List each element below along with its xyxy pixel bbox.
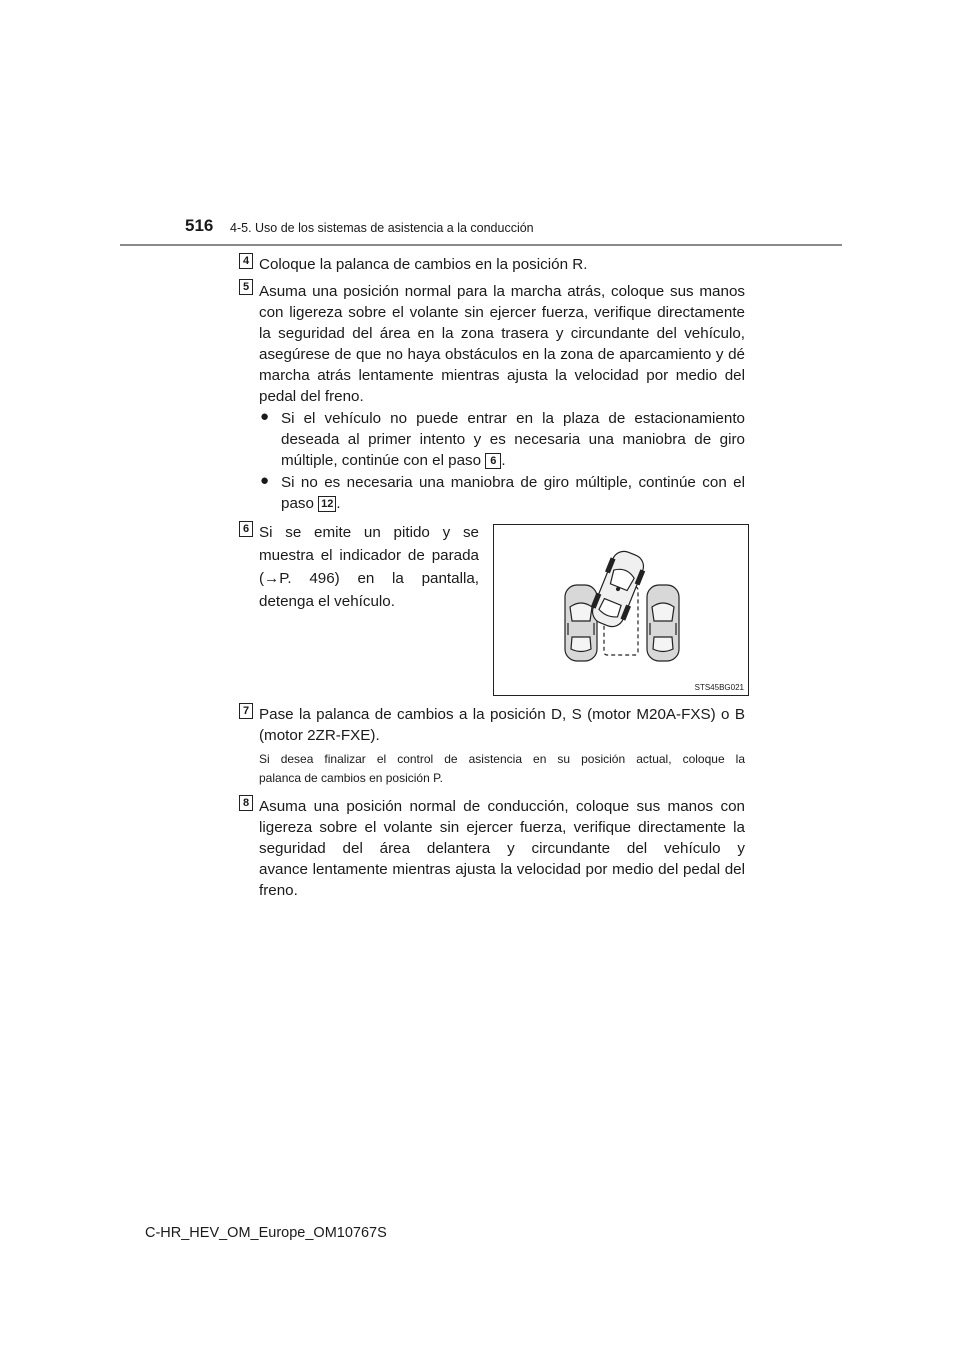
text-line: Pase la palanca de cambios a la posición D, S (motor M20A-FXS) o B — [259, 706, 745, 723]
step-8-text — [259, 796, 745, 901]
text-fragment: paso — [281, 495, 314, 512]
document-id: C-HR_HEV_OM_Europe_OM10767S — [145, 1225, 387, 1241]
parking-maneuver-figure — [493, 524, 749, 696]
text-line: (motor 2ZR-FXE). — [259, 727, 380, 744]
text-line: avance lentamente mientras ajusta la velocidad por medio del pedal del — [259, 861, 745, 878]
text-line: (→P. 496) en la pantalla, — [259, 570, 479, 587]
text-line: ligereza sobre el volante sin ejercer fuerza, verifique directamente la — [259, 819, 745, 836]
step-5-text — [259, 281, 745, 407]
text-line: seguridad del área delantera y circundante del vehículo y — [259, 840, 745, 857]
parking-illustration — [494, 525, 748, 695]
figure-code: STS45BG021 — [694, 683, 744, 692]
text-line: Asuma una posición normal para la marcha atrás, coloque sus manos — [259, 283, 745, 300]
bullet-1-text — [281, 408, 745, 471]
text-fragment: múltiple, continúe con el paso — [281, 452, 482, 469]
step-6-text — [259, 521, 479, 613]
step-number-6: 6 — [239, 521, 253, 537]
text-line: Si el vehículo no puede entrar en la plaza de estacionamiento — [281, 410, 745, 427]
text-line: freno. — [259, 882, 298, 899]
left-parked-car — [565, 585, 597, 661]
text-line: la seguridad del área en la zona trasera y circundante del vehículo, — [259, 325, 745, 342]
step-reference-12[interactable]: 12 — [318, 496, 336, 512]
text-line — [281, 450, 745, 471]
text-line — [281, 493, 745, 514]
bullet-2-text — [281, 472, 745, 514]
text-line: Si no es necesaria una maniobra de giro múltiple, continúe con el — [281, 474, 745, 491]
step-7-text — [259, 704, 745, 746]
text-line: asegúrese de que no haya obstáculos en la zona de aparcamiento y dé — [259, 346, 745, 363]
text-line: palanca de cambios en posición P. — [259, 771, 443, 785]
punctuation: . — [336, 495, 341, 512]
section-title: 4-5. Uso de los sistemas de asistencia a la conducción — [230, 221, 534, 235]
bullet-icon: ● — [260, 408, 270, 425]
text-line: detenga el vehículo. — [259, 593, 395, 610]
step-number-7: 7 — [239, 703, 253, 719]
text-line: deseada al primer intento y es necesaria una maniobra de giro — [281, 431, 745, 448]
right-parked-car — [647, 585, 679, 661]
text-line: muestra el indicador de parada — [259, 547, 479, 564]
text-line: con ligereza sobre el volante sin ejercer fuerza, verifique directamente — [259, 304, 745, 321]
bullet-icon: ● — [260, 472, 270, 489]
text-line: Si desea finalizar el control de asistencia en su posición actual, coloque la — [259, 752, 745, 766]
text-line: Si se emite un pitido y se — [259, 524, 479, 541]
text-line: pedal del freno. — [259, 388, 364, 405]
page-number: 516 — [185, 216, 214, 235]
step-reference-6[interactable]: 6 — [485, 453, 501, 469]
header-divider — [120, 244, 842, 246]
text-line: Asuma una posición normal de conducción, coloque sus manos con — [259, 798, 745, 815]
step-7-note — [259, 750, 745, 788]
text-line: marcha atrás lentamente mientras ajusta la velocidad por medio del — [259, 367, 745, 384]
step-number-4: 4 — [239, 253, 253, 269]
step-number-8: 8 — [239, 795, 253, 811]
step-4-text: Coloque la palanca de cambios en la posición R. — [259, 256, 588, 273]
maneuvering-car — [587, 547, 649, 631]
punctuation: . — [501, 452, 506, 469]
step-number-5: 5 — [239, 279, 253, 295]
